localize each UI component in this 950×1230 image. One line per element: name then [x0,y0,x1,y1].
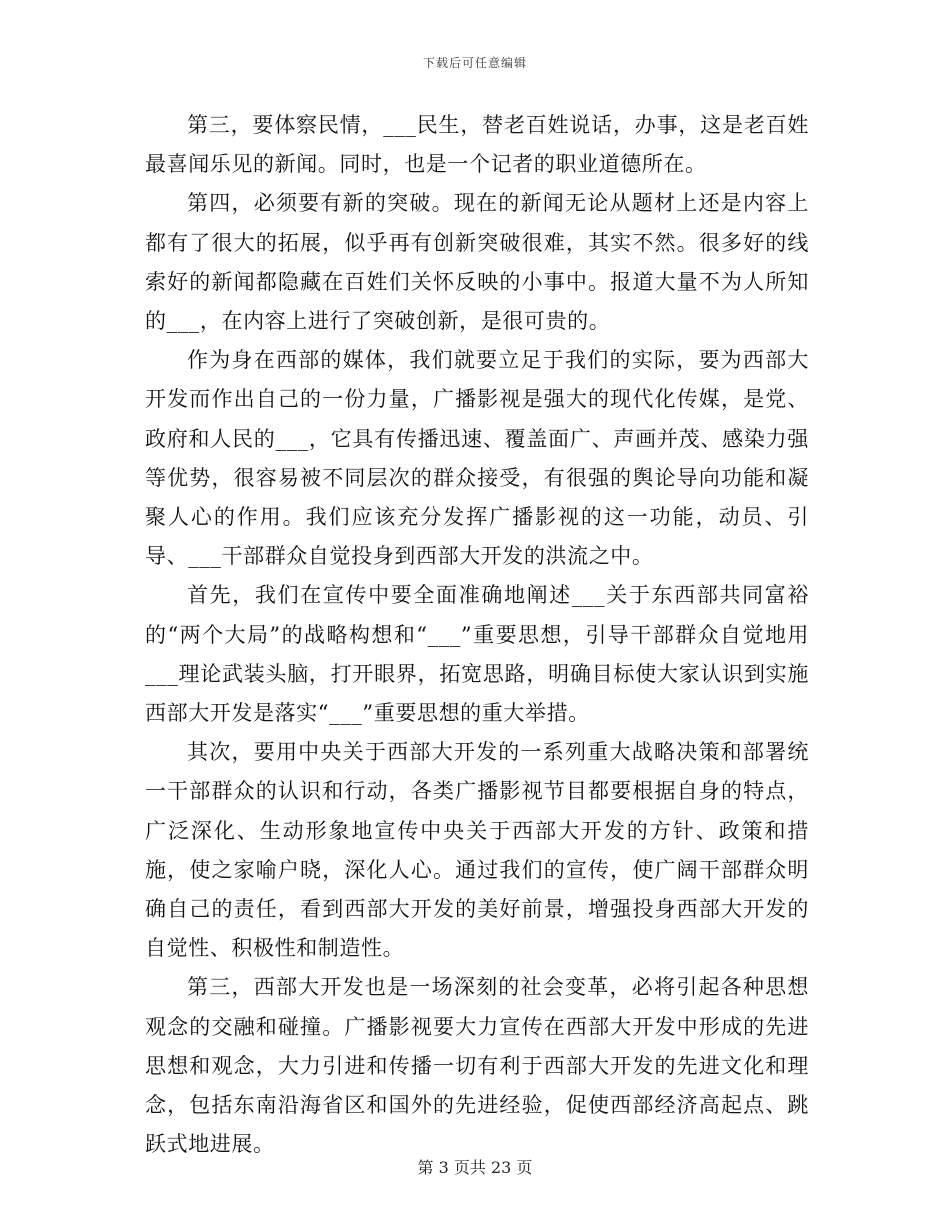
paragraph: 其次，要用中央关于西部大开发的一系列重大战略决策和部署统一干部群众的认识和行动，各类广播影视节目都要根据自身的特点，广泛深化、生动形象地宣传中央关于西部大开发的方针、政策和措施，使之家喻户晓，深化人心。通过我们的宣传，使广阔干部群众明确自己的责任，看到西部大开发的美好前景，增强投身西部大开发的自觉性、积极性和制造性。 [145,740,809,961]
paragraph: 第三，要体察民情，___民生，替老百姓说话，办事，这是老百姓最喜闻乐见的新闻。同时，也是一个记者的职业道德所在。 [145,113,809,177]
paragraph: 首先，我们在宣传中要全面准确地阐述___关于东西部共同富裕的“两个大局”的战略构想和“___”重要思想，引导干部群众自觉地用___理论武装头脑，打开眼界，拓宽思路，明确目标使大家认识到实施西部大开发是落实“___”重要思想的重大举措。 [145,583,809,726]
paragraph: 第三，西部大开发也是一场深刻的社会变革，必将引起各种思想观念的交融和碰撞。广播影视要大力宣传在西部大开发中形成的先进思想和观念，大力引进和传播一切有利于西部大开发的先进文化和理念，包括东南沿海省区和国外的先进经验，促使西部经济高起点、跳跃式地进展。 [145,975,809,1157]
paragraph: 第四，必须要有新的突破。现在的新闻无论从题材上还是内容上都有了很大的拓展，似乎再有创新突破很难，其实不然。很多好的线索好的新闻都隐藏在百姓们关怀反映的小事中。报道大量不为人所知的___，在内容上进行了突破创新，是很可贵的。 [145,191,809,334]
paragraph: 作为身在西部的媒体，我们就要立足于我们的实际，要为西部大开发而作出自己的一份力量，广播影视是强大的现代化传媒，是党、政府和人民的___，它具有传播迅速、覆盖面广、声画并茂、感染力强等优势，很容易被不同层次的群众接受，有很强的舆论导向功能和凝聚人心的作用。我们应该充分发挥广播影视的这一功能，动员、引导、___干部群众自觉投身到西部大开发的洪流之中。 [145,348,809,569]
page-number: 第 3 页共 23 页 [417,1158,533,1177]
document-body [145,106,809,1164]
page-header: 下载后可任意编辑 [422,56,527,70]
